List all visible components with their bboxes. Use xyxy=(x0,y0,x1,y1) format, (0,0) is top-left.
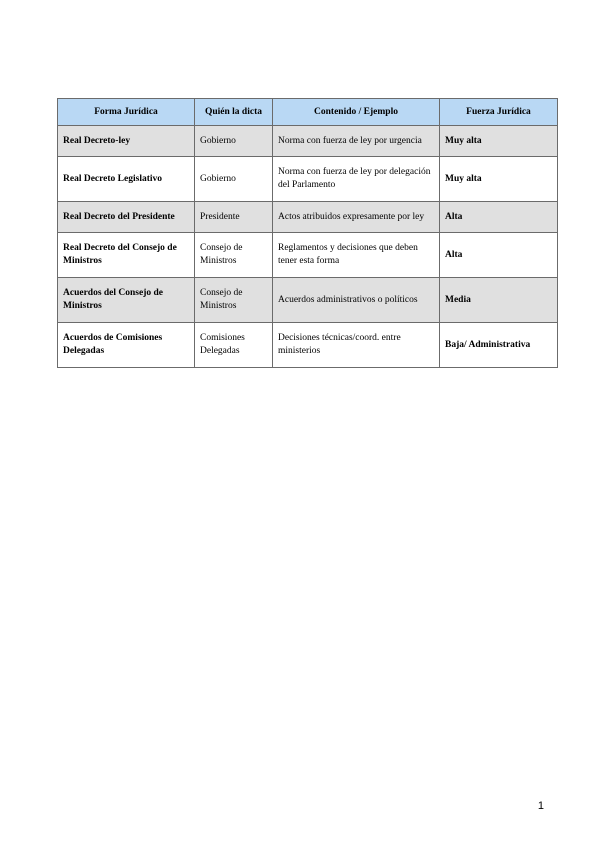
cell-fuerza: Alta xyxy=(440,233,558,278)
header-contenido-ejemplo: Contenido / Ejemplo xyxy=(273,99,440,126)
cell-fuerza: Alta xyxy=(440,202,558,233)
cell-fuerza: Muy alta xyxy=(440,157,558,202)
table-row xyxy=(58,157,558,202)
cell-quien: Comisiones Delegadas xyxy=(195,323,273,368)
cell-forma: Real Decreto del Consejo de Ministros xyxy=(58,233,195,278)
cell-fuerza: Media xyxy=(440,278,558,323)
cell-contenido: Norma con fuerza de ley por delegación del Parlamento xyxy=(273,157,440,202)
cell-quien: Gobierno xyxy=(195,157,273,202)
cell-forma: Real Decreto-ley xyxy=(58,126,195,157)
cell-contenido: Norma con fuerza de ley por urgencia xyxy=(273,126,440,157)
cell-contenido: Reglamentos y decisiones que deben tener esta forma xyxy=(273,233,440,278)
table-row xyxy=(58,323,558,368)
page-number: 1 xyxy=(537,800,544,812)
cell-quien: Gobierno xyxy=(195,126,273,157)
cell-contenido: Decisiones técnicas/coord. entre ministerios xyxy=(273,323,440,368)
header-forma-juridica: Forma Jurídica xyxy=(58,99,195,126)
cell-contenido: Actos atribuidos expresamente por ley xyxy=(273,202,440,233)
cell-forma: Acuerdos del Consejo de Ministros xyxy=(58,278,195,323)
header-quien-la-dicta: Quién la dicta xyxy=(195,99,273,126)
cell-forma: Real Decreto Legislativo xyxy=(58,157,195,202)
cell-contenido: Acuerdos administrativos o políticos xyxy=(273,278,440,323)
cell-quien: Consejo de Ministros xyxy=(195,233,273,278)
header-fuerza-juridica: Fuerza Jurídica xyxy=(440,99,558,126)
cell-forma: Acuerdos de Comisiones Delegadas xyxy=(58,323,195,368)
legal-forms-table xyxy=(57,98,558,368)
cell-quien: Consejo de Ministros xyxy=(195,278,273,323)
cell-forma: Real Decreto del Presidente xyxy=(58,202,195,233)
cell-fuerza: Baja/ Administrativa xyxy=(440,323,558,368)
table-row xyxy=(58,278,558,323)
table-row xyxy=(58,202,558,233)
table-header-row xyxy=(58,99,558,126)
cell-quien: Presidente xyxy=(195,202,273,233)
cell-fuerza: Muy alta xyxy=(440,126,558,157)
table-row xyxy=(58,126,558,157)
table-row xyxy=(58,233,558,278)
